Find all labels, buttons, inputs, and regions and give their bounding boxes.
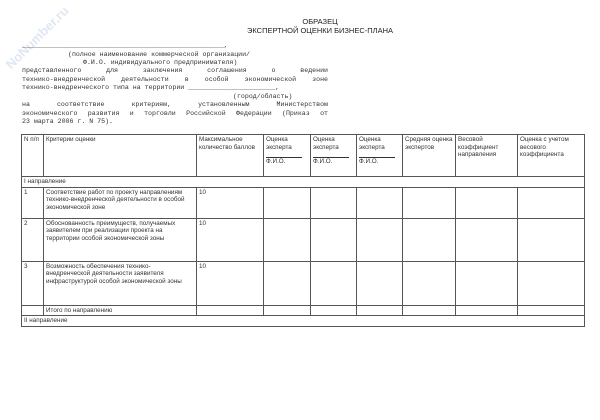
intro-text: на соответствие критериям, установленным Министерством [22, 101, 328, 108]
cell [518, 305, 585, 316]
total-label: Итого по направлению [44, 305, 197, 316]
cell [311, 187, 357, 218]
cell [22, 305, 44, 316]
cell [456, 218, 518, 261]
intro-text: технико-внедренческого типа на территории ______________________, [22, 84, 280, 91]
table-row [22, 261, 585, 305]
fio-label: Ф.И.О. [359, 157, 395, 166]
cell [403, 305, 456, 316]
city-caption: (город/область) [233, 93, 293, 100]
col-header: Весовой коэффициент направления [456, 135, 518, 177]
max-score: 10 [197, 218, 264, 261]
cell [264, 218, 311, 261]
intro-text: 23 марта 2006 г. N 75). [22, 118, 114, 125]
evaluation-table [21, 134, 585, 327]
max-score: 10 [197, 187, 264, 218]
cell [456, 187, 518, 218]
cell [311, 305, 357, 316]
max-score: 10 [197, 261, 264, 305]
cell [357, 187, 403, 218]
cell [403, 261, 456, 305]
col-header [264, 135, 311, 177]
intro-text: технико-внедренческой деятельности в особой экономической зоне [22, 76, 328, 83]
criterion: Обоснованность преимуществ, получаемых заявителем при реализации проекта на территории особой экономической зоны [44, 218, 197, 261]
cell [264, 261, 311, 305]
cell [264, 187, 311, 218]
col-header: Оценка с учетом весового коэффициента [518, 135, 585, 177]
cell [357, 218, 403, 261]
table-row [22, 187, 585, 218]
total-row [22, 305, 585, 316]
cell [518, 261, 585, 305]
fio-label: Ф.И.О. [266, 157, 302, 166]
col-header: Средняя оценка экспертов [403, 135, 456, 177]
doc-title: ОБРАЗЕЦ [302, 17, 338, 26]
org-name-caption: (полное наименование коммерческой организации/ [68, 51, 251, 58]
cell [403, 187, 456, 218]
col-header: Максимальное количество баллов [197, 135, 264, 177]
section-label: I направление [22, 177, 585, 188]
col-header: N п/п [22, 135, 44, 177]
section-row [22, 316, 585, 327]
cell [456, 261, 518, 305]
intro-text: экономического развития и торговли Российской Федерации (Приказ от [22, 110, 328, 117]
cell [403, 218, 456, 261]
cell [264, 305, 311, 316]
header-row [22, 135, 585, 177]
doc-subtitle: ЭКСПЕРТНОЙ ОЦЕНКИ БИЗНЕС-ПЛАНА [246, 26, 393, 35]
org-name-blank: ___________________________________________________, [22, 42, 228, 49]
section-row [22, 177, 585, 188]
section-label: II направление [22, 316, 585, 327]
cell [518, 218, 585, 261]
cell [357, 305, 403, 316]
cell [311, 261, 357, 305]
header-text: Оценка эксперта [313, 136, 339, 151]
row-number: 2 [22, 218, 44, 261]
cell [197, 305, 264, 316]
fio-label: Ф.И.О. [313, 157, 349, 166]
table-row [22, 218, 585, 261]
cell [357, 261, 403, 305]
watermark: NoNumber.ru [2, 3, 72, 72]
cell [456, 305, 518, 316]
criterion: Соответствие работ по проекту направлениям технико-внедренческой деятельности в особой экономической зоне [44, 187, 197, 218]
row-number: 1 [22, 187, 44, 218]
col-header [357, 135, 403, 177]
header-text: Оценка эксперта [266, 136, 292, 151]
col-header [311, 135, 357, 177]
cell [518, 187, 585, 218]
col-header: Критерии оценки [44, 135, 197, 177]
row-number: 3 [22, 261, 44, 305]
ip-caption: Ф.И.О. индивидуального предпринимателя) [83, 59, 238, 66]
criterion: Возможность обеспечения технико-внедренческой деятельности заявителя инфраструктурой особой экономической зоны [44, 261, 197, 305]
cell [311, 218, 357, 261]
header-text: Оценка эксперта [359, 136, 385, 151]
intro-text: представленного для заключения соглашения о ведении [22, 67, 328, 74]
